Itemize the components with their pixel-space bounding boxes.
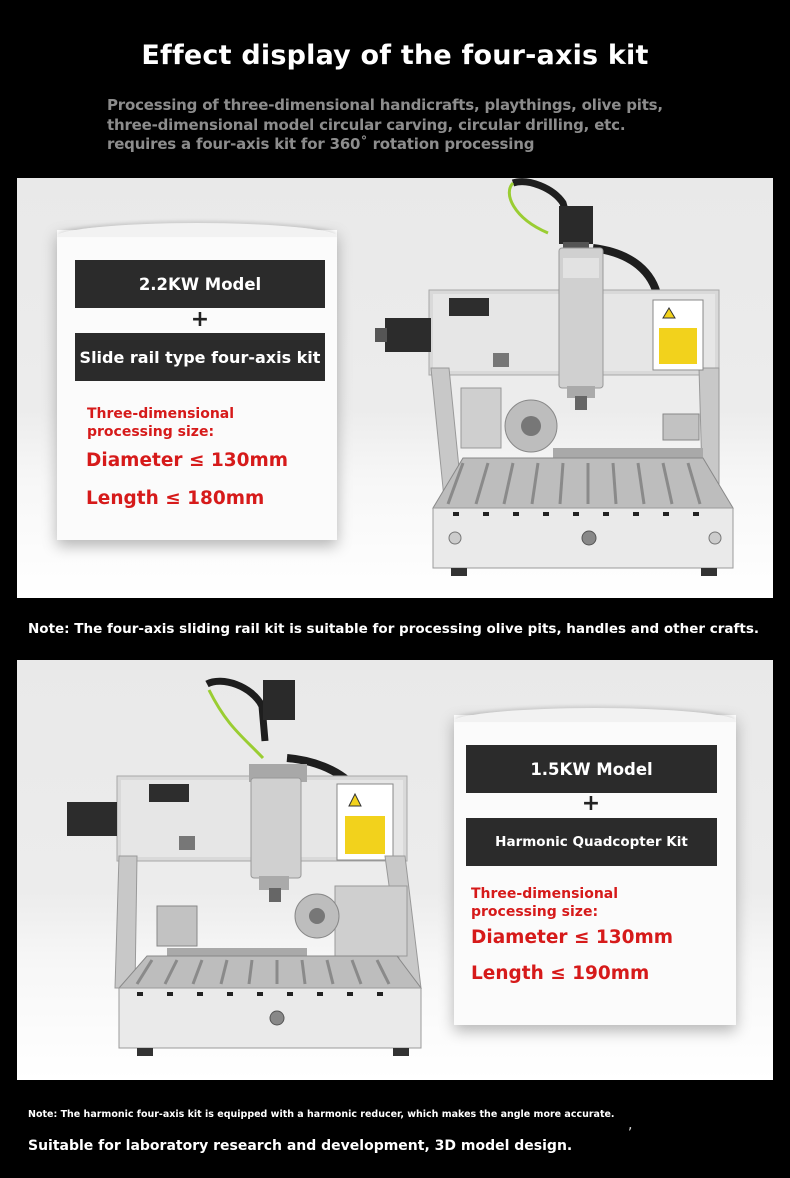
spec-card <box>454 715 736 1025</box>
diameter-spec: Diameter ≤ 130mm <box>471 927 674 948</box>
size-title-line: processing size: <box>471 904 599 920</box>
page-title: Effect display of the four-axis kit <box>141 40 649 71</box>
spec-card <box>57 230 337 540</box>
length-spec: Length ≤ 190mm <box>471 963 650 984</box>
kit-label: Harmonic Quadcopter Kit <box>466 818 717 866</box>
card-curl <box>454 708 736 722</box>
note-harmonic: Note: The harmonic four-axis kit is equipped with a harmonic reducer, which makes the angle more accurate. <box>28 1109 615 1120</box>
size-title <box>471 885 618 921</box>
note-slide-rail: Note: The four-axis sliding rail kit is suitable for processing olive pits, handles and other crafts. <box>28 621 759 637</box>
model-label: 2.2KW Model <box>75 260 325 308</box>
cnc-machine-image <box>363 178 743 588</box>
subtitle-line: three-dimensional model circular carving, circular drilling, etc. <box>107 115 626 134</box>
plus-sign: + <box>190 307 210 332</box>
stray-mark: , <box>628 1117 633 1133</box>
diameter-spec: Diameter ≤ 130mm <box>86 450 289 471</box>
cnc-machine-image <box>37 666 437 1066</box>
footer-text: Suitable for laboratory research and development, 3D model design. <box>28 1138 573 1154</box>
length-spec: Length ≤ 180mm <box>86 488 265 509</box>
size-title-line: Three-dimensional <box>87 406 235 422</box>
product-panel-1-5kw <box>17 660 773 1080</box>
size-title-line: processing size: <box>87 424 215 440</box>
card-curl <box>57 223 337 237</box>
product-panel-2-2kw <box>17 178 773 598</box>
subtitle-line: requires a four-axis kit for 360˚ rotation processing <box>107 135 535 153</box>
plus-sign: + <box>581 791 601 816</box>
model-label: 1.5KW Model <box>466 745 717 793</box>
page-subtitle <box>107 96 747 155</box>
subtitle-line: Processing of three-dimensional handicrafts, playthings, olive pits, <box>107 96 663 114</box>
size-title-line: Three-dimensional <box>471 886 619 902</box>
kit-label: Slide rail type four-axis kit <box>75 333 325 381</box>
size-title <box>87 405 234 441</box>
